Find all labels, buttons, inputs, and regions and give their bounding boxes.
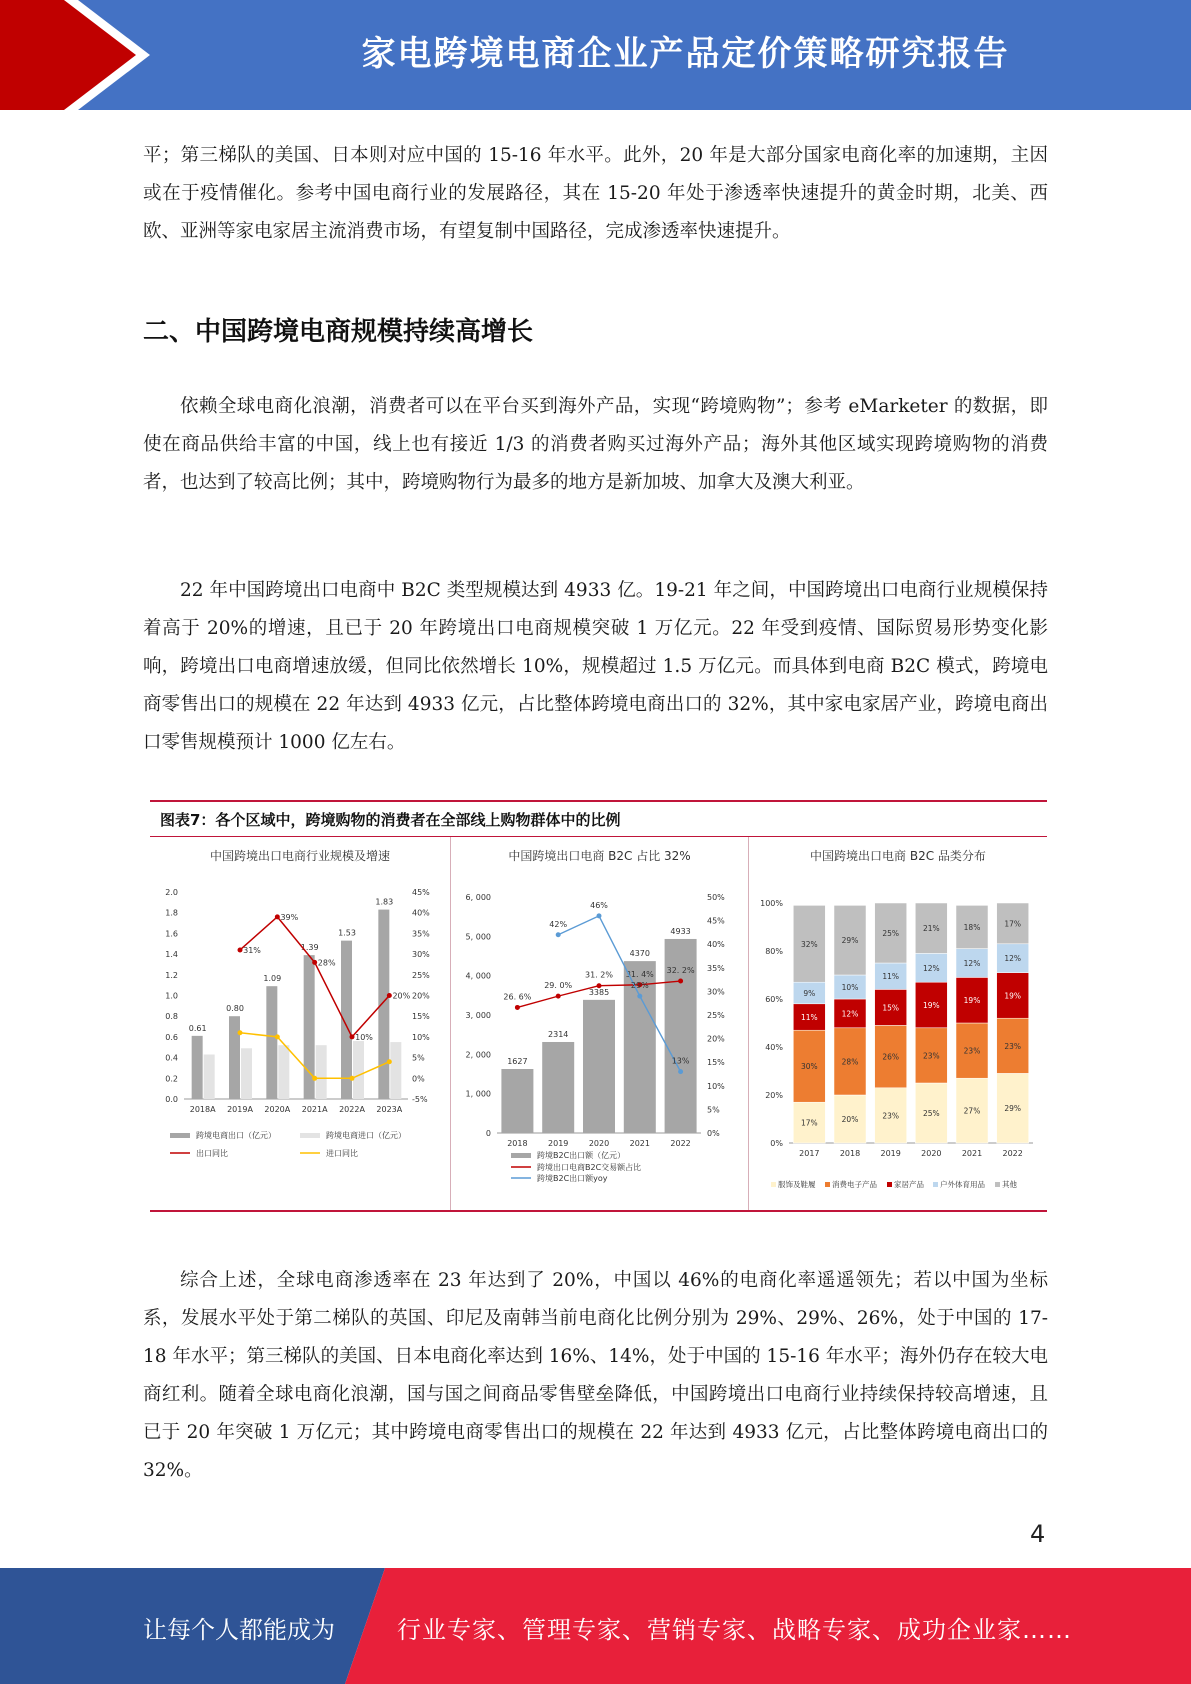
legend-swatch [933, 1182, 938, 1187]
segment-value-label: 27% [963, 1106, 981, 1116]
legend-swatch [170, 1133, 190, 1138]
legend-swatch [771, 1182, 776, 1187]
y-tick-label-left: 5, 000 [465, 932, 491, 942]
x-tick-label: 2022A [339, 1105, 365, 1114]
y-tick-label-right: 30% [412, 950, 430, 960]
y-tick-label: 100% [760, 899, 783, 908]
figure-bottom-rule [150, 1210, 1047, 1212]
y-tick-label-left: 0 [485, 1129, 491, 1138]
legend-swatch [887, 1182, 892, 1187]
bar-import [241, 1048, 252, 1099]
b2c-share-label: 29. 0% [544, 981, 573, 991]
y-tick-label-left: 1.0 [165, 991, 178, 1001]
y-tick-label-left: 6, 000 [465, 893, 491, 902]
y-tick-label-right: 25% [707, 1011, 725, 1020]
page-footer [0, 1568, 1191, 1684]
legend-swatch [300, 1133, 320, 1138]
y-tick-label-left: 0.2 [165, 1074, 178, 1084]
chart-b2c-share-svg [451, 837, 748, 1210]
x-tick-label: 2020A [264, 1105, 291, 1114]
b2c-share-point [678, 979, 683, 984]
segment-value-label: 12% [841, 1009, 859, 1019]
y-tick-label: 80% [765, 947, 783, 956]
segment-value-label: 23% [1004, 1041, 1022, 1051]
y-tick-label-left: 2, 000 [465, 1050, 491, 1060]
y-tick-label-right: 35% [412, 929, 430, 939]
bar-value-label: 1.83 [375, 897, 394, 907]
y-tick-label: 40% [765, 1043, 783, 1052]
segment-value-label: 32% [800, 939, 818, 949]
bar-b2c-export [542, 1042, 574, 1133]
export-yoy-label: 31% [243, 945, 261, 955]
y-tick-label-right: 25% [412, 970, 430, 980]
legend-label: 消费电子产品 [832, 1180, 877, 1189]
y-tick-label: 60% [765, 995, 783, 1004]
legend-label: 服饰及鞋履 [778, 1180, 816, 1189]
segment-value-label: 11% [882, 972, 900, 982]
segment-value-label: 17% [800, 1118, 818, 1128]
x-tick-label: 2017 [799, 1149, 820, 1158]
segment-value-label: 23% [882, 1111, 900, 1121]
y-tick-label-right: 5% [412, 1053, 425, 1063]
b2c-share-label: 31. 4% [625, 969, 654, 979]
x-tick-label: 2022 [670, 1139, 691, 1148]
export-yoy-point [312, 960, 317, 965]
page-number: 4 [1030, 1520, 1046, 1548]
chart-export-scale-growth [150, 837, 450, 1210]
x-tick-label: 2018 [507, 1139, 528, 1148]
y-tick-label-right: 45% [412, 888, 430, 897]
footer-slogan-left: 让每个人都能成为 [143, 1616, 335, 1644]
legend-label: 出口同比 [196, 1149, 228, 1158]
segment-value-label: 10% [841, 983, 859, 992]
b2c-share-label: 31. 2% [585, 970, 613, 980]
section-heading: 二、中国跨境电商规模持续高增长 [143, 317, 534, 347]
page-header [0, 0, 1191, 110]
segment-value-label: 9% [803, 989, 816, 998]
bar-import [278, 1045, 289, 1099]
y-tick-label-right: 10% [412, 1032, 430, 1042]
segment-value-label: 21% [922, 924, 940, 934]
footer-slogan-right: 行业专家、管理专家、营销专家、战略专家、成功企业家…… [397, 1616, 1072, 1644]
legend-label: 进口同比 [326, 1149, 358, 1158]
bar-value-label: 1.39 [300, 943, 319, 953]
bar-value-label: 1627 [507, 1057, 528, 1067]
bar-value-label: 2314 [548, 1029, 569, 1039]
b2c-yoy-label: 46% [590, 900, 608, 910]
segment-value-label: 19% [922, 1001, 940, 1010]
bar-b2c-export [583, 1000, 615, 1133]
x-tick-label: 2022 [1002, 1149, 1023, 1158]
y-tick-label-left: 0.8 [165, 1012, 178, 1022]
y-tick-label-left: 1.6 [165, 929, 178, 939]
y-tick-label-left: 1.2 [165, 970, 178, 980]
y-tick-label-right: 15% [707, 1058, 725, 1068]
segment-value-label: 26% [882, 1052, 900, 1062]
y-tick-label: 20% [765, 1091, 783, 1100]
y-tick-label-right: 20% [412, 991, 430, 1001]
segment-value-label: 30% [800, 1062, 818, 1072]
segment-value-label: 25% [882, 929, 900, 938]
bar-import [353, 1041, 364, 1099]
legend-label: 家居产品 [894, 1180, 924, 1189]
bar-export [378, 910, 389, 1099]
import-yoy-point [312, 1076, 317, 1081]
y-tick-label-left: 4, 000 [465, 971, 491, 981]
chart-title: 中国跨境出口电商行业规模及增速 [209, 849, 390, 863]
y-tick-label-right: 10% [707, 1081, 725, 1091]
x-tick-label: 2020 [921, 1149, 942, 1158]
y-tick-label-right: 35% [707, 963, 725, 973]
legend-swatch [825, 1182, 830, 1187]
export-yoy-point [350, 1034, 355, 1039]
segment-value-label: 15% [882, 1003, 900, 1013]
legend-label: 跨境出口电商B2C交易额占比 [537, 1163, 642, 1172]
figure-caption: 图表7：各个区域中，跨境购物的消费者在全部线上购物群体中的比例 [160, 811, 621, 829]
legend-label: 跨境电商进口（亿元） [326, 1131, 406, 1140]
export-yoy-point [275, 914, 280, 919]
segment-value-label: 29% [841, 936, 859, 946]
b2c-yoy-label: 13% [671, 1056, 690, 1066]
segment-value-label: 19% [1004, 991, 1022, 1001]
x-tick-label: 2019 [880, 1149, 901, 1158]
paragraph-cross-border-shopping: 依赖全球电商化浪潮，消费者可以在平台买到海外产品，实现“跨境购物”；参考 eMarketer 的数据，即使在商品供给丰富的中国，线上也有接近 1/3 的消费者购买过海外产品；海外其他区域实现跨境购物的消费者，也达到了较高比例；其中，跨境购物行为最多的地方是新加坡、加拿大及澳大利亚。 [143, 396, 1048, 493]
b2c-share-label: 32. 2% [666, 966, 695, 976]
y-tick-label: 0% [770, 1139, 783, 1148]
segment-value-label: 12% [1004, 954, 1022, 964]
bar-value-label: 4370 [629, 949, 650, 959]
y-tick-label-left: 0.4 [165, 1053, 178, 1063]
b2c-yoy-point [678, 1069, 683, 1074]
segment-value-label: 12% [963, 959, 981, 968]
segment-value-label: 11% [800, 1013, 818, 1022]
import-yoy-point [350, 1076, 355, 1081]
figure-top-rule [150, 800, 1047, 802]
report-title: 家电跨境电商企业产品定价策略研究报告 [361, 34, 1010, 74]
y-tick-label-left: 3, 000 [465, 1011, 491, 1020]
y-tick-label-right: 40% [707, 940, 725, 950]
bar-import [204, 1054, 215, 1099]
legend-label: 跨境电商出口（亿元） [196, 1131, 276, 1140]
y-tick-label-right: -5% [412, 1095, 428, 1104]
chart-title: 中国跨境出口电商 B2C 品类分布 [810, 849, 986, 863]
legend-label: 跨境B2C出口额（亿元） [537, 1151, 626, 1160]
y-tick-label-left: 1.8 [165, 908, 178, 918]
import-yoy-point [387, 1059, 392, 1064]
y-tick-label-left: 1.4 [165, 950, 178, 960]
y-tick-label-left: 1, 000 [465, 1089, 491, 1099]
legend-label: 跨境B2C出口额yoy [537, 1174, 608, 1183]
legend-swatch [511, 1153, 531, 1158]
export-yoy-point [238, 947, 243, 952]
x-tick-label: 2020 [588, 1139, 610, 1148]
segment-value-label: 12% [922, 963, 940, 973]
bar-value-label: 0.61 [188, 1023, 207, 1033]
y-tick-label-right: 0% [707, 1129, 720, 1138]
bar-export [266, 986, 277, 1099]
bar-export [229, 1016, 240, 1099]
segment-value-label: 17% [1004, 919, 1022, 929]
x-tick-label: 2021A [301, 1105, 328, 1114]
y-tick-label-right: 50% [707, 893, 725, 902]
paragraph-b2c-scale: 22 年中国跨境出口电商中 B2C 类型规模达到 4933 亿。19-21 年之间，中国跨境出口电商行业规模保持着高于 20%的增速，且已于 20 年跨境出口电商规模突破 1 万亿元。22 年受到疫情、国际贸易形势变化影响，跨境出口电商增速放缓，但同比依然增长 10%，规模超过 1.5 万亿元。而具体到电商 B2C 模式，跨境电商零售出口的规模在 22 年达到 4933 亿元，占比整体跨境电商出口的 32%，其中家电家居产业，跨境电商出口零售规模预计 1000 亿左右。 [143, 580, 1048, 753]
legend-label: 户外体育用品 [940, 1180, 985, 1189]
bar-value-label: 1.09 [263, 974, 282, 984]
figure-7 [150, 800, 1047, 1212]
x-tick-label: 2019 [548, 1139, 569, 1148]
b2c-yoy-point [556, 932, 561, 937]
chart-export-scale-growth-svg [150, 837, 450, 1210]
b2c-yoy-point [637, 994, 642, 999]
bar-value-label: 1.53 [338, 928, 356, 938]
x-tick-label: 2023A [376, 1105, 403, 1114]
segment-value-label: 23% [963, 1046, 981, 1056]
bar-value-label: 4933 [670, 926, 691, 936]
chart-b2c-share [451, 837, 748, 1210]
export-yoy-label: 10% [355, 1032, 373, 1042]
x-tick-label: 2018 [839, 1149, 861, 1158]
y-tick-label-left: 0.0 [165, 1095, 178, 1104]
segment-value-label: 23% [922, 1051, 940, 1061]
export-yoy-label: 39% [280, 912, 299, 922]
b2c-share-label: 26. 6% [503, 992, 532, 1002]
segment-value-label: 25% [922, 1109, 940, 1118]
b2c-yoy-label: 29% [630, 981, 649, 991]
x-tick-label: 2018A [189, 1105, 216, 1114]
y-tick-label-right: 45% [707, 916, 725, 926]
y-tick-label-left: 0.6 [165, 1032, 178, 1042]
y-tick-label-right: 40% [412, 908, 430, 918]
x-tick-label: 2019A [227, 1105, 253, 1114]
import-yoy-point [275, 1034, 280, 1039]
y-tick-label-right: 15% [412, 1012, 430, 1022]
segment-value-label: 19% [963, 996, 981, 1006]
segment-value-label: 28% [841, 1057, 859, 1067]
b2c-share-point [556, 994, 561, 999]
y-tick-label-right: 20% [707, 1034, 725, 1044]
y-tick-label-right: 0% [412, 1074, 425, 1084]
y-tick-label-right: 30% [707, 987, 725, 997]
y-tick-label-right: 5% [707, 1105, 720, 1115]
bar-value-label: 3385 [588, 987, 610, 997]
x-tick-label: 2021 [961, 1149, 983, 1158]
export-yoy-label: 28% [317, 958, 336, 968]
b2c-yoy-line [558, 916, 680, 1072]
b2c-share-point [597, 983, 602, 988]
legend-swatch [995, 1182, 1000, 1187]
segment-value-label: 20% [841, 1115, 859, 1124]
b2c-yoy-point [597, 913, 602, 918]
bar-import [316, 1045, 327, 1099]
import-yoy-point [238, 1030, 243, 1035]
segment-value-label: 29% [1004, 1104, 1022, 1114]
export-yoy-label: 20% [392, 991, 411, 1001]
chart-b2c-category-distribution-svg [749, 837, 1047, 1210]
chart-b2c-category-distribution [749, 837, 1047, 1210]
bar-value-label: 0.80 [226, 1004, 244, 1014]
x-tick-label: 2021 [629, 1139, 650, 1148]
chart-title: 中国跨境出口电商 B2C 占比 32% [508, 849, 691, 863]
bar-import [390, 1042, 401, 1099]
export-yoy-point [387, 993, 392, 998]
b2c-share-point [515, 1005, 520, 1010]
bar-b2c-export [501, 1069, 533, 1133]
paragraph-summary: 综合上述，全球电商渗透率在 23 年达到了 20%，中国以 46%的电商化率遥遥领先；若以中国为坐标系，发展水平处于第二梯队的英国、印尼及南韩当前电商化比例分别为 29%、29%、26%，处于中国的 17-18 年水平；第三梯队的美国、日本电商化率达到 16%、14%，处于中国的 15-16 年水平；海外仍存在较大电商红利。随着全球电商化浪潮，国与国之间商品零售壁垒降低，中国跨境出口电商行业持续保持较高增速，且已于 20 年突破 1 万亿元；其中跨境电商零售出口的规模在 22 年达到 4933 亿元，占比整体跨境电商出口的 32%。 [143, 1270, 1048, 1481]
paragraph-continuation: 平；第三梯队的美国、日本则对应中国的 15-16 年水平。此外，20 年是大部分国家电商化率的加速期，主因或在于疫情催化。参考中国电商行业的发展路径，其在 15-20 年处于渗透率快速提升的黄金时期，北美、西欧、亚洲等家电家居主流消费市场，有望复制中国路径，完成渗透率快速提升。 [143, 145, 1048, 242]
y-tick-label-left: 2.0 [165, 888, 178, 897]
b2c-yoy-label: 42% [549, 919, 568, 929]
segment-value-label: 18% [963, 923, 981, 932]
legend-label: 其他 [1002, 1180, 1017, 1189]
bar-export [192, 1036, 203, 1099]
